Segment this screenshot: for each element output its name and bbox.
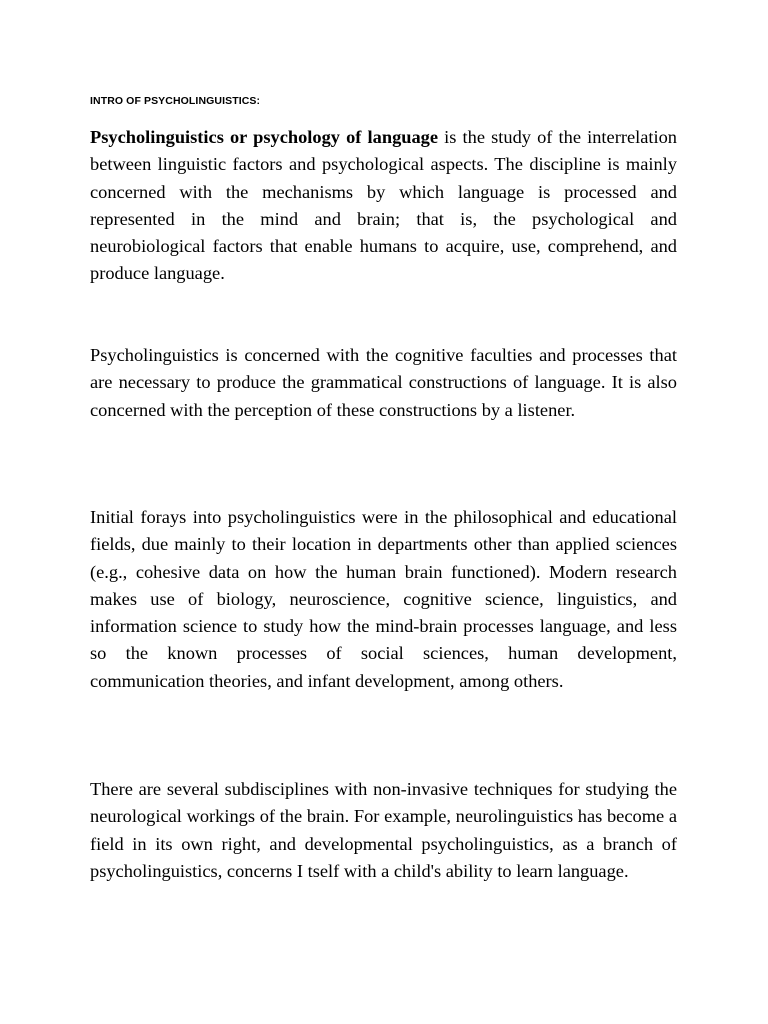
paragraph-intro (90, 124, 677, 288)
paragraph-history: Initial forays into psycholinguistics were in the philosophical and educational fields, due mainly to their location in departments other than applied sciences (e.g., cohesive data on how the human brain functioned). Modern research makes use of biology, neuroscience, cognitive science, linguistics, and information science to study how the mind-brain processes language, and less so the known processes of social sciences, human development, communication theories, and infant development, among others. (90, 507, 677, 691)
paragraph-intro-text: is the study of the interrelation between linguistic factors and psychological aspects. The discipline is mainly concerned with the mechanisms by which language is processed and represented in the mind and brain; that is, the psychological and neurobiological factors that enable humans to acquire, use, comprehend, and produce language. (90, 127, 677, 284)
paragraph-subdisciplines: There are several subdisciplines with non-invasive techniques for studying the neurological workings of the brain. For example, neurolinguistics has become a field in its own right, and developmental psycholinguistics, as a branch of psycholinguistics, concerns I tself with a child's ability to learn language. (90, 779, 677, 881)
document-page (90, 0, 677, 1024)
bold-lead-term: Psycholinguistics or psychology of language (90, 127, 439, 147)
document-heading: INTRO OF PSYCHOLINGUISTICS: (90, 95, 261, 107)
paragraph-cognitive: Psycholinguistics is concerned with the cognitive faculties and processes that are necessary to produce the grammatical constructions of language. It is also concerned with the perception of these constructions by a listener. (90, 345, 677, 420)
